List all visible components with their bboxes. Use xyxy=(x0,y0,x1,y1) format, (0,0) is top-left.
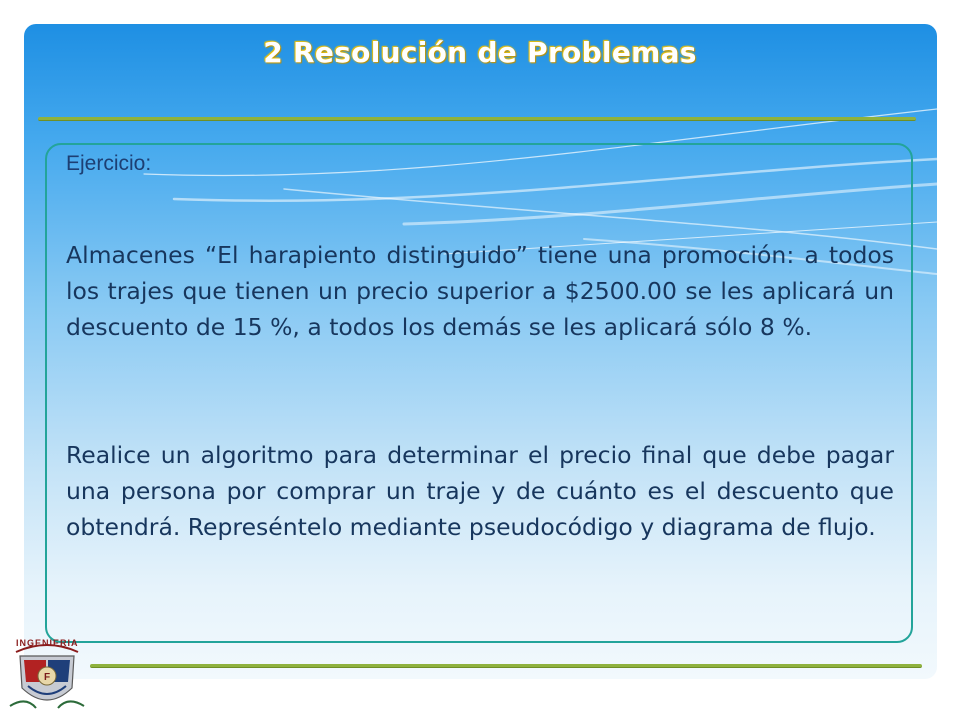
content-box xyxy=(45,143,913,643)
svg-text:F: F xyxy=(43,672,51,683)
exercise-label: Ejercicio: xyxy=(66,152,152,175)
logo-text: INGENIERIA xyxy=(16,638,79,648)
faculty-of-engineering-crest-icon xyxy=(6,636,88,716)
footer-divider xyxy=(90,664,922,668)
title-divider xyxy=(38,117,916,121)
slide-title: 2 Resolución de Problemas xyxy=(263,36,697,69)
problem-paragraph: Almacenes “El harapiento distinguido” tiene una promoción: a todos los trajes que tienen un precio superior a $2500.00 se les aplicará un descuento de 15 %, a todos los demás se les aplicará sólo 8 %. xyxy=(66,241,894,341)
task-paragraph: Realice un algoritmo para determinar el precio final que debe pagar una persona por comprar un traje y de cuánto es el descuento que obtendrá. Represéntelo mediante pseudocódigo y diagrama de flujo. xyxy=(66,441,894,541)
